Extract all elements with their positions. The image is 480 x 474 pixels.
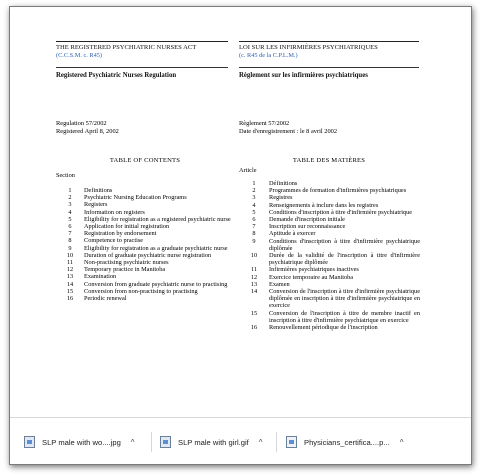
english-header <box>56 41 228 80</box>
toc-item[interactable]: 5 Eligibility for registration as a registered psychiatric nurse <box>68 215 231 223</box>
regulation-number: Regulation 57/2002 <box>56 120 107 127</box>
toc-item[interactable]: 7 Inscription sur reconnaissance <box>252 223 346 231</box>
regulation-number: Règlement 57/2002 <box>239 120 290 127</box>
toc-item[interactable]: 16 Renouvellement périodique de l'inscription <box>250 324 378 332</box>
toc-item[interactable]: 1 Definitions <box>68 187 113 194</box>
download-bar <box>10 417 471 465</box>
registered-date: Registered April 8, 2002 <box>56 127 119 135</box>
toc-item[interactable]: 4 Information on registers <box>68 208 145 216</box>
act-title: LOI SUR LES INFIRMIÈRES PSYCHIATRIQUES <box>239 44 378 51</box>
toc-item[interactable]: 13 Examination <box>66 273 117 281</box>
download-item[interactable] <box>286 431 403 453</box>
image-file-icon <box>160 436 171 448</box>
chevron-up-icon[interactable]: ^ <box>258 437 263 447</box>
toc-item[interactable]: 9 Conditions d'inscription à titre d'infirmière psychiatrique diplômée <box>252 237 420 252</box>
toc-item[interactable]: 14 Conversion from graduate psychiatric nurse to practising <box>66 280 228 288</box>
toc-item[interactable]: 13 Examen <box>250 280 290 288</box>
divider <box>151 432 152 452</box>
image-file-icon <box>24 436 35 448</box>
title-rule <box>239 67 419 68</box>
toc-item[interactable]: 15 Conversion de l'inscription à titre de membre inactif en inscription à titre d'infirmière psychiatrique en exercice <box>250 309 420 324</box>
toc-item[interactable]: 3 Registers <box>68 201 108 209</box>
toc-item[interactable]: 11 Non-practising psychiatric nurses <box>66 259 169 267</box>
title-rule <box>56 67 228 68</box>
regulation-title: Registered Psychiatric Nurses Regulation <box>56 72 177 79</box>
toc-item[interactable]: 7 Registration by endorsement <box>68 230 157 238</box>
toc-item[interactable]: 10 Durée de la validité de l'inscription à titre d'infirmière psychiatrique diplômée <box>250 252 420 267</box>
toc-item[interactable]: 2 Psychiatric Nursing Education Programs <box>68 194 187 202</box>
chevron-up-icon[interactable]: ^ <box>399 437 404 447</box>
toc-item[interactable]: 11 Infirmières psychiatriques inactives <box>250 266 359 274</box>
divider <box>276 432 277 452</box>
document-page <box>10 7 471 417</box>
act-citation-link[interactable]: (C.C.S.M. c. R45) <box>56 51 103 59</box>
header-rule <box>239 41 419 42</box>
toc-item[interactable]: 4 Renseignements à inclure dans les registres <box>252 201 379 209</box>
french-toc-list <box>239 180 420 331</box>
toc-item[interactable]: 8 Aptitude à exercer <box>252 230 316 238</box>
act-title: THE REGISTERED PSYCHIATRIC NURSES ACT <box>56 44 197 51</box>
download-item[interactable] <box>160 431 263 453</box>
toc-item[interactable]: 14 Conversion de l'inscription à titre d'infirmière psychiatrique diplômée en inscription à titre d'infirmière psychiatrique en exercice <box>250 288 420 310</box>
download-item[interactable] <box>24 431 135 453</box>
english-toc-list <box>56 187 236 302</box>
english-registration-info <box>56 120 119 136</box>
download-filename: SLP male with girl.gif <box>178 437 249 447</box>
toc-item[interactable]: 5 Conditions d'inscription à titre d'infirmière psychiatrique <box>252 208 413 216</box>
toc-item[interactable]: 10 Duration of graduate psychiatric nurse registration <box>66 251 212 259</box>
header-rule <box>56 41 228 42</box>
toc-item[interactable]: 12 Temporary practice in Manitoba <box>66 266 166 274</box>
toc-item[interactable]: 12 Exercice temporaire au Manitoba <box>250 273 354 281</box>
toc-item[interactable]: 9 Eligibility for registration as a graduate psychiatric nurse <box>68 244 228 252</box>
regulation-title: Règlement sur les infirmières psychiatriques <box>239 72 368 79</box>
toc-item[interactable]: 8 Competence to practise <box>68 237 144 245</box>
toc-heading: TABLE DES MATIÈRES <box>292 157 366 164</box>
french-registration-info <box>239 120 337 136</box>
download-filename: Physicians_certifica....p... <box>304 437 390 447</box>
toc-item[interactable]: 6 Application for initial registration <box>68 223 170 231</box>
toc-item[interactable]: 16 Periodic renewal <box>66 295 127 303</box>
toc-item[interactable]: 2 Programmes de formation d'infirmières psychiatriques <box>252 187 407 195</box>
document-file-icon <box>286 436 297 448</box>
toc-item[interactable]: 1 Définitions <box>252 180 298 187</box>
article-label: Article <box>239 167 257 174</box>
french-header <box>239 41 419 80</box>
section-label: Section <box>56 172 75 179</box>
toc-item[interactable]: 3 Registres <box>252 194 293 202</box>
act-citation-link[interactable]: (c. R45 de la C.P.L.M.) <box>239 51 298 59</box>
registered-date: Date d'enregistrement : le 8 avril 2002 <box>239 127 338 135</box>
toc-item[interactable]: 6 Demande d'inscription initiale <box>252 216 345 224</box>
screenshot-frame <box>9 6 472 465</box>
download-filename: SLP male with wo....jpg <box>42 437 121 447</box>
toc-heading: TABLE OF CONTENTS <box>109 157 181 164</box>
toc-item[interactable]: 15 Conversion from non-practising to practising <box>66 287 198 295</box>
chevron-up-icon[interactable]: ^ <box>130 437 135 447</box>
